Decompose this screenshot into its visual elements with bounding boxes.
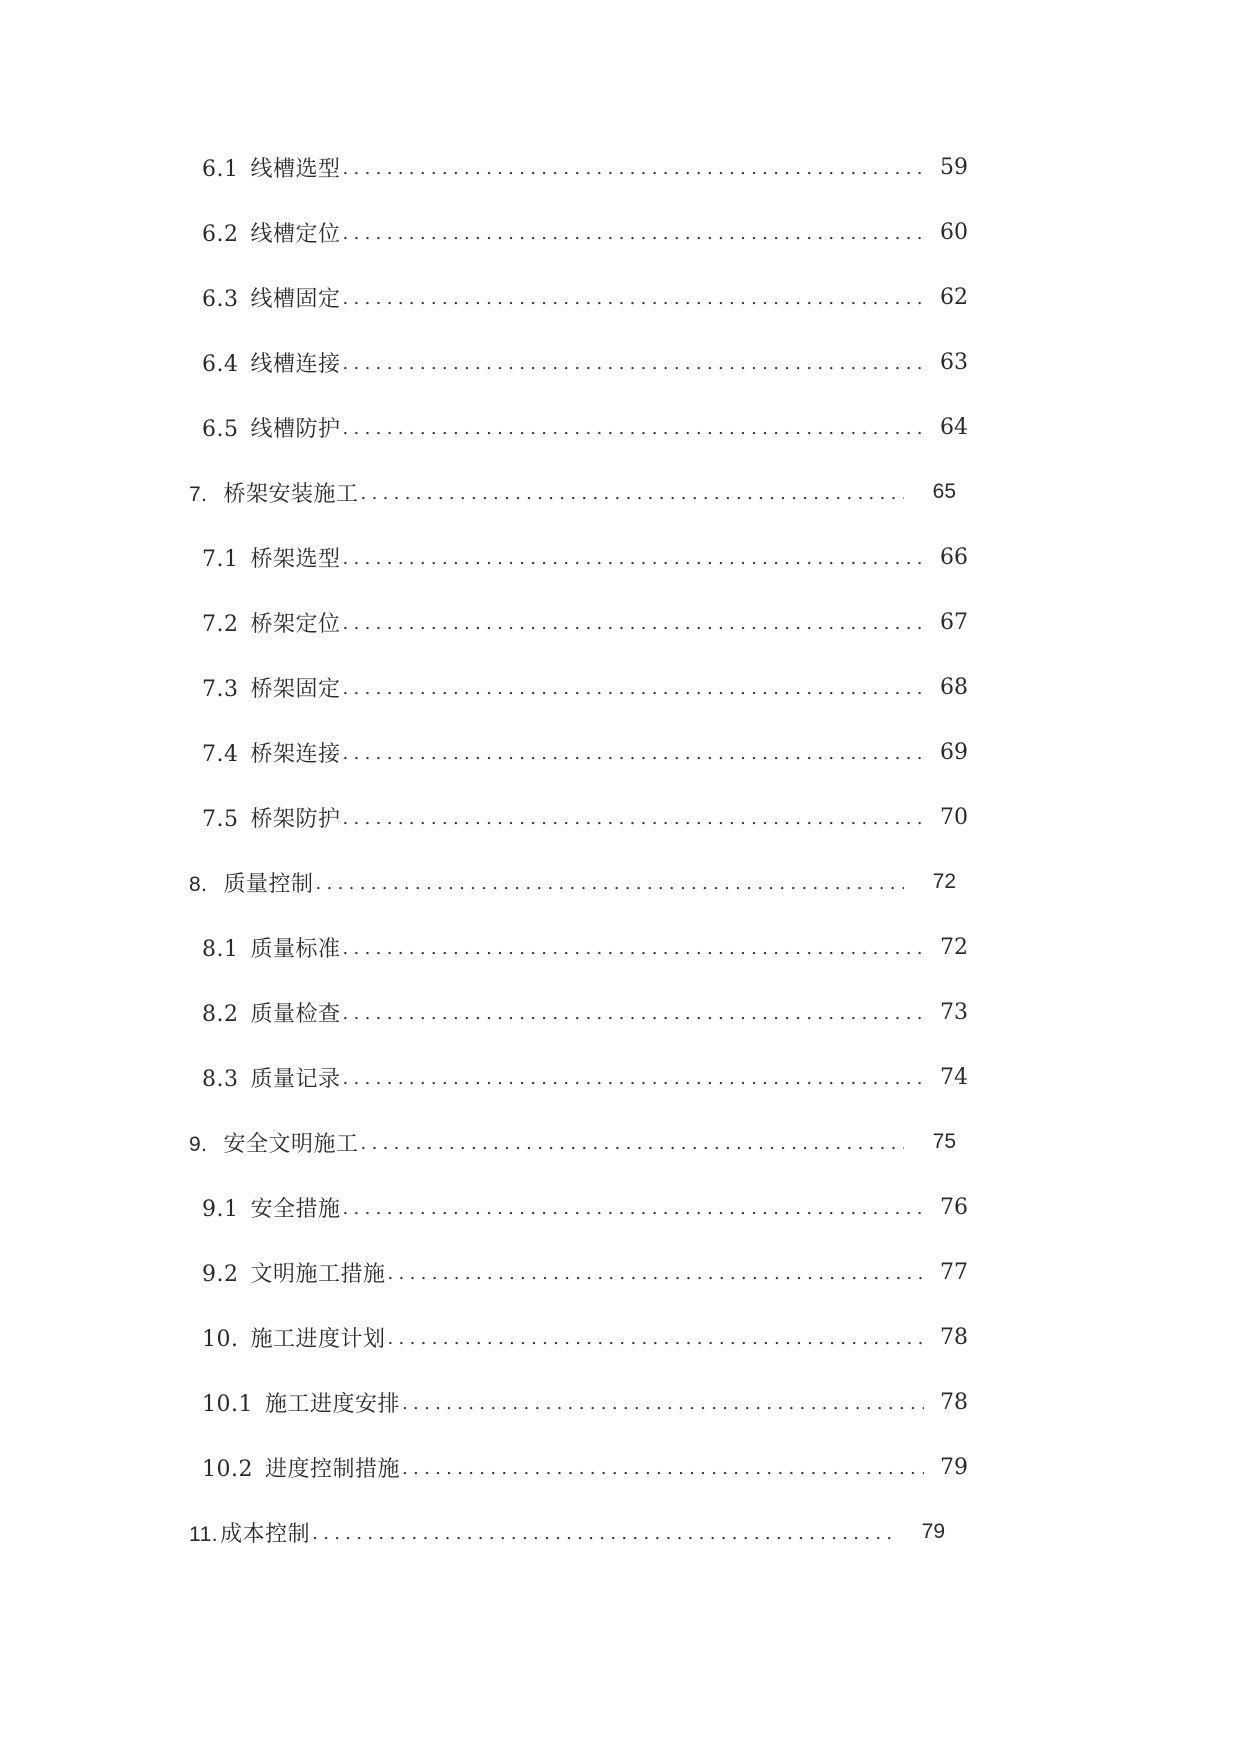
toc-leader-dots [388,1317,924,1357]
toc-leader-dots [361,472,904,512]
toc-entry-8-3[interactable] [202,1057,968,1097]
toc-leader-dots [343,537,924,577]
toc-entry-label: 8.2 质量检查 [202,1001,341,1027]
toc-entry-10-1[interactable] [202,1382,968,1422]
toc-leader-dots [312,1512,893,1552]
toc-leader-dots [343,212,924,252]
toc-leader-dots [316,862,904,902]
toc-leader-dots [343,732,924,772]
toc-entry-label: 10.1 施工进度安排 [202,1391,400,1417]
toc-entry-label: 6.5 线槽防护 [202,416,341,442]
toc-entry-6-2[interactable] [202,212,968,252]
toc-page-number: 63 [940,349,968,375]
toc-page-number: 62 [940,284,968,310]
toc-entry-11[interactable] [189,1512,945,1552]
toc-entry-6-4[interactable] [202,342,968,382]
toc-page-number: 72 [940,934,968,960]
toc-page-number: 78 [940,1324,968,1350]
toc-entry-label: 7. 桥架安装施工 [189,481,359,507]
toc-entry-label: 10.2 进度控制措施 [202,1456,400,1482]
toc-page-number: 75 [932,1130,956,1153]
toc-entry-10[interactable] [202,1317,968,1357]
toc-page-number: 73 [940,999,968,1025]
toc-entry-label: 6.3 线槽固定 [202,286,341,312]
toc-entry-label: 11.成本控制 [189,1521,311,1547]
toc-page-number: 77 [940,1259,968,1285]
toc-entry-7-2[interactable] [202,602,968,642]
toc-page-number: 64 [940,414,968,440]
toc-entry-label: 6.2 线槽定位 [202,221,341,247]
toc-entry-label: 7.2 桥架定位 [202,611,341,637]
toc-entry-label: 9. 安全文明施工 [189,1131,359,1157]
toc-leader-dots [343,277,924,317]
toc-entry-8[interactable] [189,862,956,902]
toc-entry-label: 7.4 桥架连接 [202,741,341,767]
toc-entry-6-5[interactable] [202,407,968,447]
toc-entry-label: 8.3 质量记录 [202,1066,341,1092]
toc-leader-dots [343,992,924,1032]
toc-page-number: 79 [921,1520,945,1543]
toc-entry-6-3[interactable] [202,277,968,317]
toc-leader-dots [343,602,924,642]
toc-page-number: 60 [940,219,968,245]
toc-entry-label: 8.1 质量标准 [202,936,341,962]
toc-page-number: 72 [932,870,956,893]
toc-entry-label: 10. 施工进度计划 [202,1326,386,1352]
toc-leader-dots [343,407,924,447]
toc-entry-9-2[interactable] [202,1252,968,1292]
toc-entry-8-2[interactable] [202,992,968,1032]
toc-entry-label: 7.3 桥架固定 [202,676,341,702]
toc-entry-label: 6.4 线槽连接 [202,351,341,377]
toc-entry-7[interactable] [189,472,956,512]
toc-leader-dots [343,797,924,837]
toc-entry-9-1[interactable] [202,1187,968,1227]
toc-entry-10-2[interactable] [202,1447,968,1487]
toc-leader-dots [361,1122,904,1162]
toc-leader-dots [402,1382,924,1422]
toc-entry-9[interactable] [189,1122,956,1162]
toc-page-number: 66 [940,544,968,570]
toc-page-number: 68 [940,674,968,700]
toc-entry-label: 7.1 桥架选型 [202,546,341,572]
toc-page-number: 59 [940,154,968,180]
toc-leader-dots [388,1252,924,1292]
toc-entry-label: 8. 质量控制 [189,871,314,897]
toc-leader-dots [402,1447,924,1487]
toc-page-number: 65 [932,480,956,503]
toc-entry-7-5[interactable] [202,797,968,837]
toc-entry-6-1[interactable] [202,147,968,187]
toc-page-number: 67 [940,609,968,635]
toc-page-number: 70 [940,804,968,830]
toc-entry-7-4[interactable] [202,732,968,772]
toc-entry-label: 7.5 桥架防护 [202,806,341,832]
toc-page-number: 69 [940,739,968,765]
toc-entry-8-1[interactable] [202,927,968,967]
toc-leader-dots [343,147,924,187]
toc-page-number: 79 [940,1454,968,1480]
toc-leader-dots [343,1187,924,1227]
toc-entry-7-3[interactable] [202,667,968,707]
toc-entry-label: 6.1 线槽选型 [202,156,341,182]
toc-leader-dots [343,927,924,967]
toc-entry-label: 9.2 文明施工措施 [202,1261,386,1287]
toc-entry-label: 9.1 安全措施 [202,1196,341,1222]
toc-leader-dots [343,1057,924,1097]
toc-leader-dots [343,667,924,707]
toc-page-number: 76 [940,1194,968,1220]
toc-entry-7-1[interactable] [202,537,968,577]
toc-page-number: 78 [940,1389,968,1415]
toc-page-number: 74 [940,1064,968,1090]
toc-leader-dots [343,342,924,382]
